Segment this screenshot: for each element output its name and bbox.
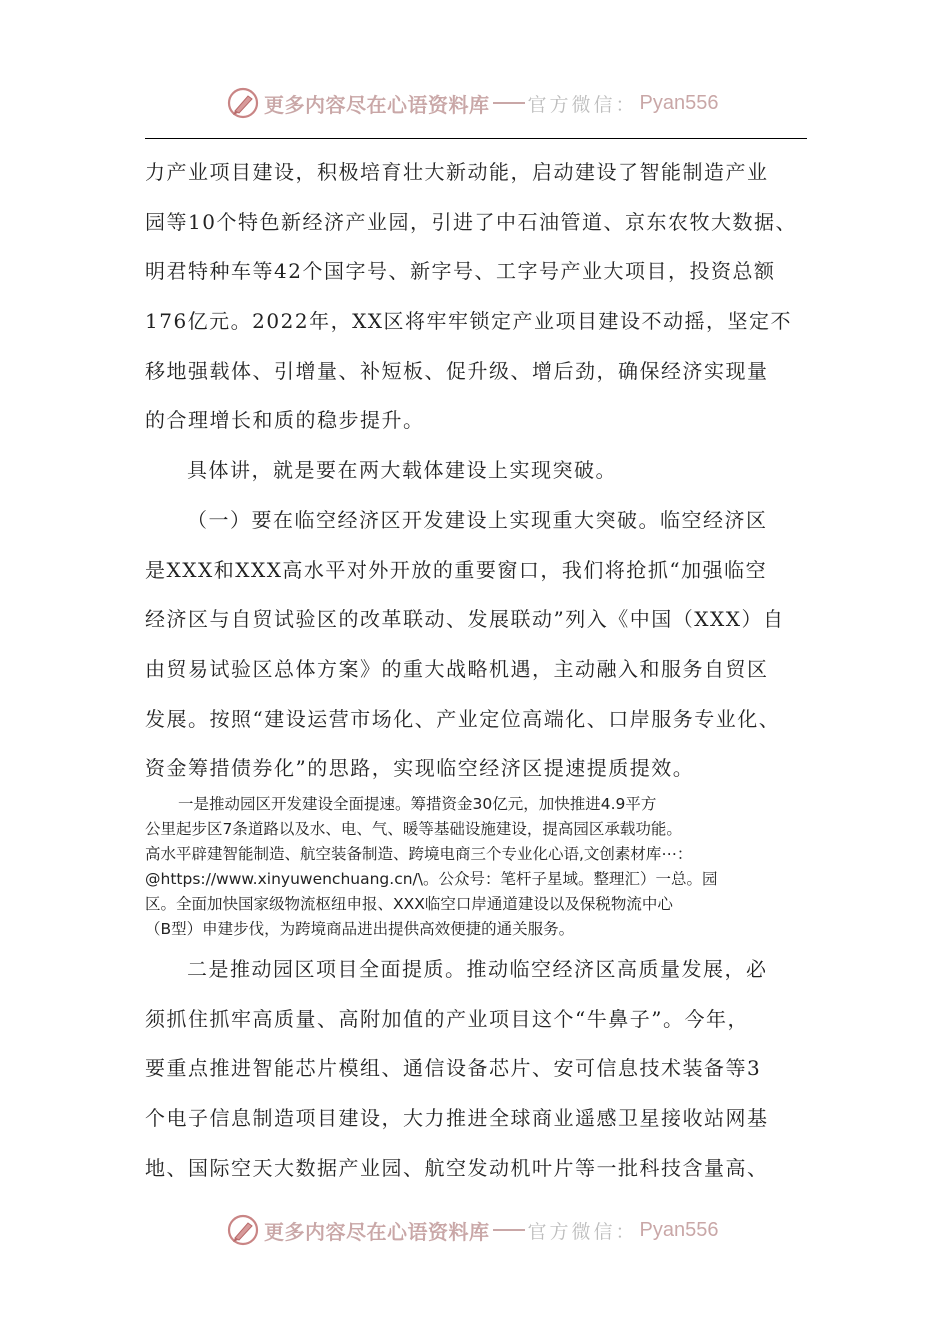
pen-logo-icon	[226, 1213, 260, 1247]
text-line: 的合理增长和质的稳步提升。	[145, 408, 425, 433]
text-line: 经济区与自贸试验区的改革联动、发展联动”列入《中国（XXX）自	[145, 607, 785, 632]
text-line: 明君特种车等42个国字号、新字号、工字号产业大项目，投资总额	[145, 259, 776, 284]
text-line: 高水平辟建智能制造、航空装备制造、跨境电商三个专业化心语,文创素材库⋯：	[145, 845, 693, 863]
text-line: 移地强载体、引增量、补短板、促升级、增后劲，确保经济实现量	[145, 358, 769, 383]
text-line: 个电子信息制造项目建设，大力推进全球商业遥感卫星接收站网基	[145, 1106, 769, 1131]
text-line: 园等10个特色新经济产业园，引进了中石油管道、京东农牧大数据、	[145, 209, 797, 234]
text-line: 发展。按照“建设运营市场化、产业定位高端化、口岸服务专业化、	[145, 706, 781, 731]
pen-logo-icon	[226, 86, 260, 120]
text-line: 176亿元。2022年，XX区将牢牢锁定产业项目建设不动摇，坚定不	[145, 309, 793, 334]
footer-dash	[493, 1229, 525, 1231]
text-line: （一）要在临空经济区开发建设上实现重大突破。临空经济区	[187, 507, 768, 532]
header-brand-main: 更多内容尽在心语资料库	[264, 92, 490, 117]
text-line: 要重点推进智能芯片模组、通信设备芯片、安可信息技术装备等3	[145, 1056, 762, 1081]
text-line: 区。全面加快国家级物流枢纽申报、XXX临空口岸通道建设以及保税物流中心	[145, 895, 673, 913]
text-line: @https://www.xinyuwenchuang.cn/\。公众号：笔杆子星域。整理汇）一总。园	[145, 870, 718, 888]
header-brand-id: Pyan556	[639, 91, 719, 114]
footer-brand-main: 更多内容尽在心语资料库	[264, 1219, 490, 1244]
header-rule	[145, 138, 807, 139]
text-line: 公里起步区7条道路以及水、电、气、暖等基础设施建设，提高园区承载功能。	[145, 820, 682, 838]
paragraph-small	[145, 792, 815, 942]
footer-brand-sub: 官方微信：	[527, 1220, 638, 1243]
text-line: 地、国际空天大数据产业园、航空发动机叶片等一批科技含量高、	[145, 1155, 769, 1180]
header-banner	[226, 85, 718, 121]
text-line: 资金筹措债券化”的思路，实现临空经济区提速提质提效。	[145, 756, 695, 781]
text-line: （B型）申建步伐，为跨境商品进出提供高效便捷的通关服务。	[145, 920, 575, 938]
text-line: 具体讲，就是要在两大载体建设上实现突破。	[187, 458, 617, 483]
text-line: 由贸易试验区总体方案》的重大战略机遇，主动融入和服务自贸区	[145, 656, 769, 681]
paragraph-4	[145, 945, 815, 1193]
footer-brand-id: Pyan556	[639, 1218, 719, 1241]
text-line: 二是推动园区项目全面提质。推动临空经济区高质量发展，必	[187, 957, 768, 981]
text-line: 力产业项目建设，积极培育壮大新动能，启动建设了智能制造产业	[145, 160, 769, 184]
header-dash	[493, 102, 525, 104]
header-brand-sub: 官方微信：	[527, 93, 638, 116]
paragraph-1	[145, 148, 815, 794]
text-line: 是XXX和XXX高水平对外开放的重要窗口，我们将抢抓“加强临空	[145, 557, 768, 582]
footer-banner	[226, 1212, 718, 1248]
text-line: 须抓住抓牢高质量、高附加值的产业项目这个“牛鼻子”。今年，	[145, 1006, 749, 1031]
text-line: 一是推动园区开发建设全面提速。筹措资金30亿元，加快推进4.9平方	[178, 795, 657, 813]
